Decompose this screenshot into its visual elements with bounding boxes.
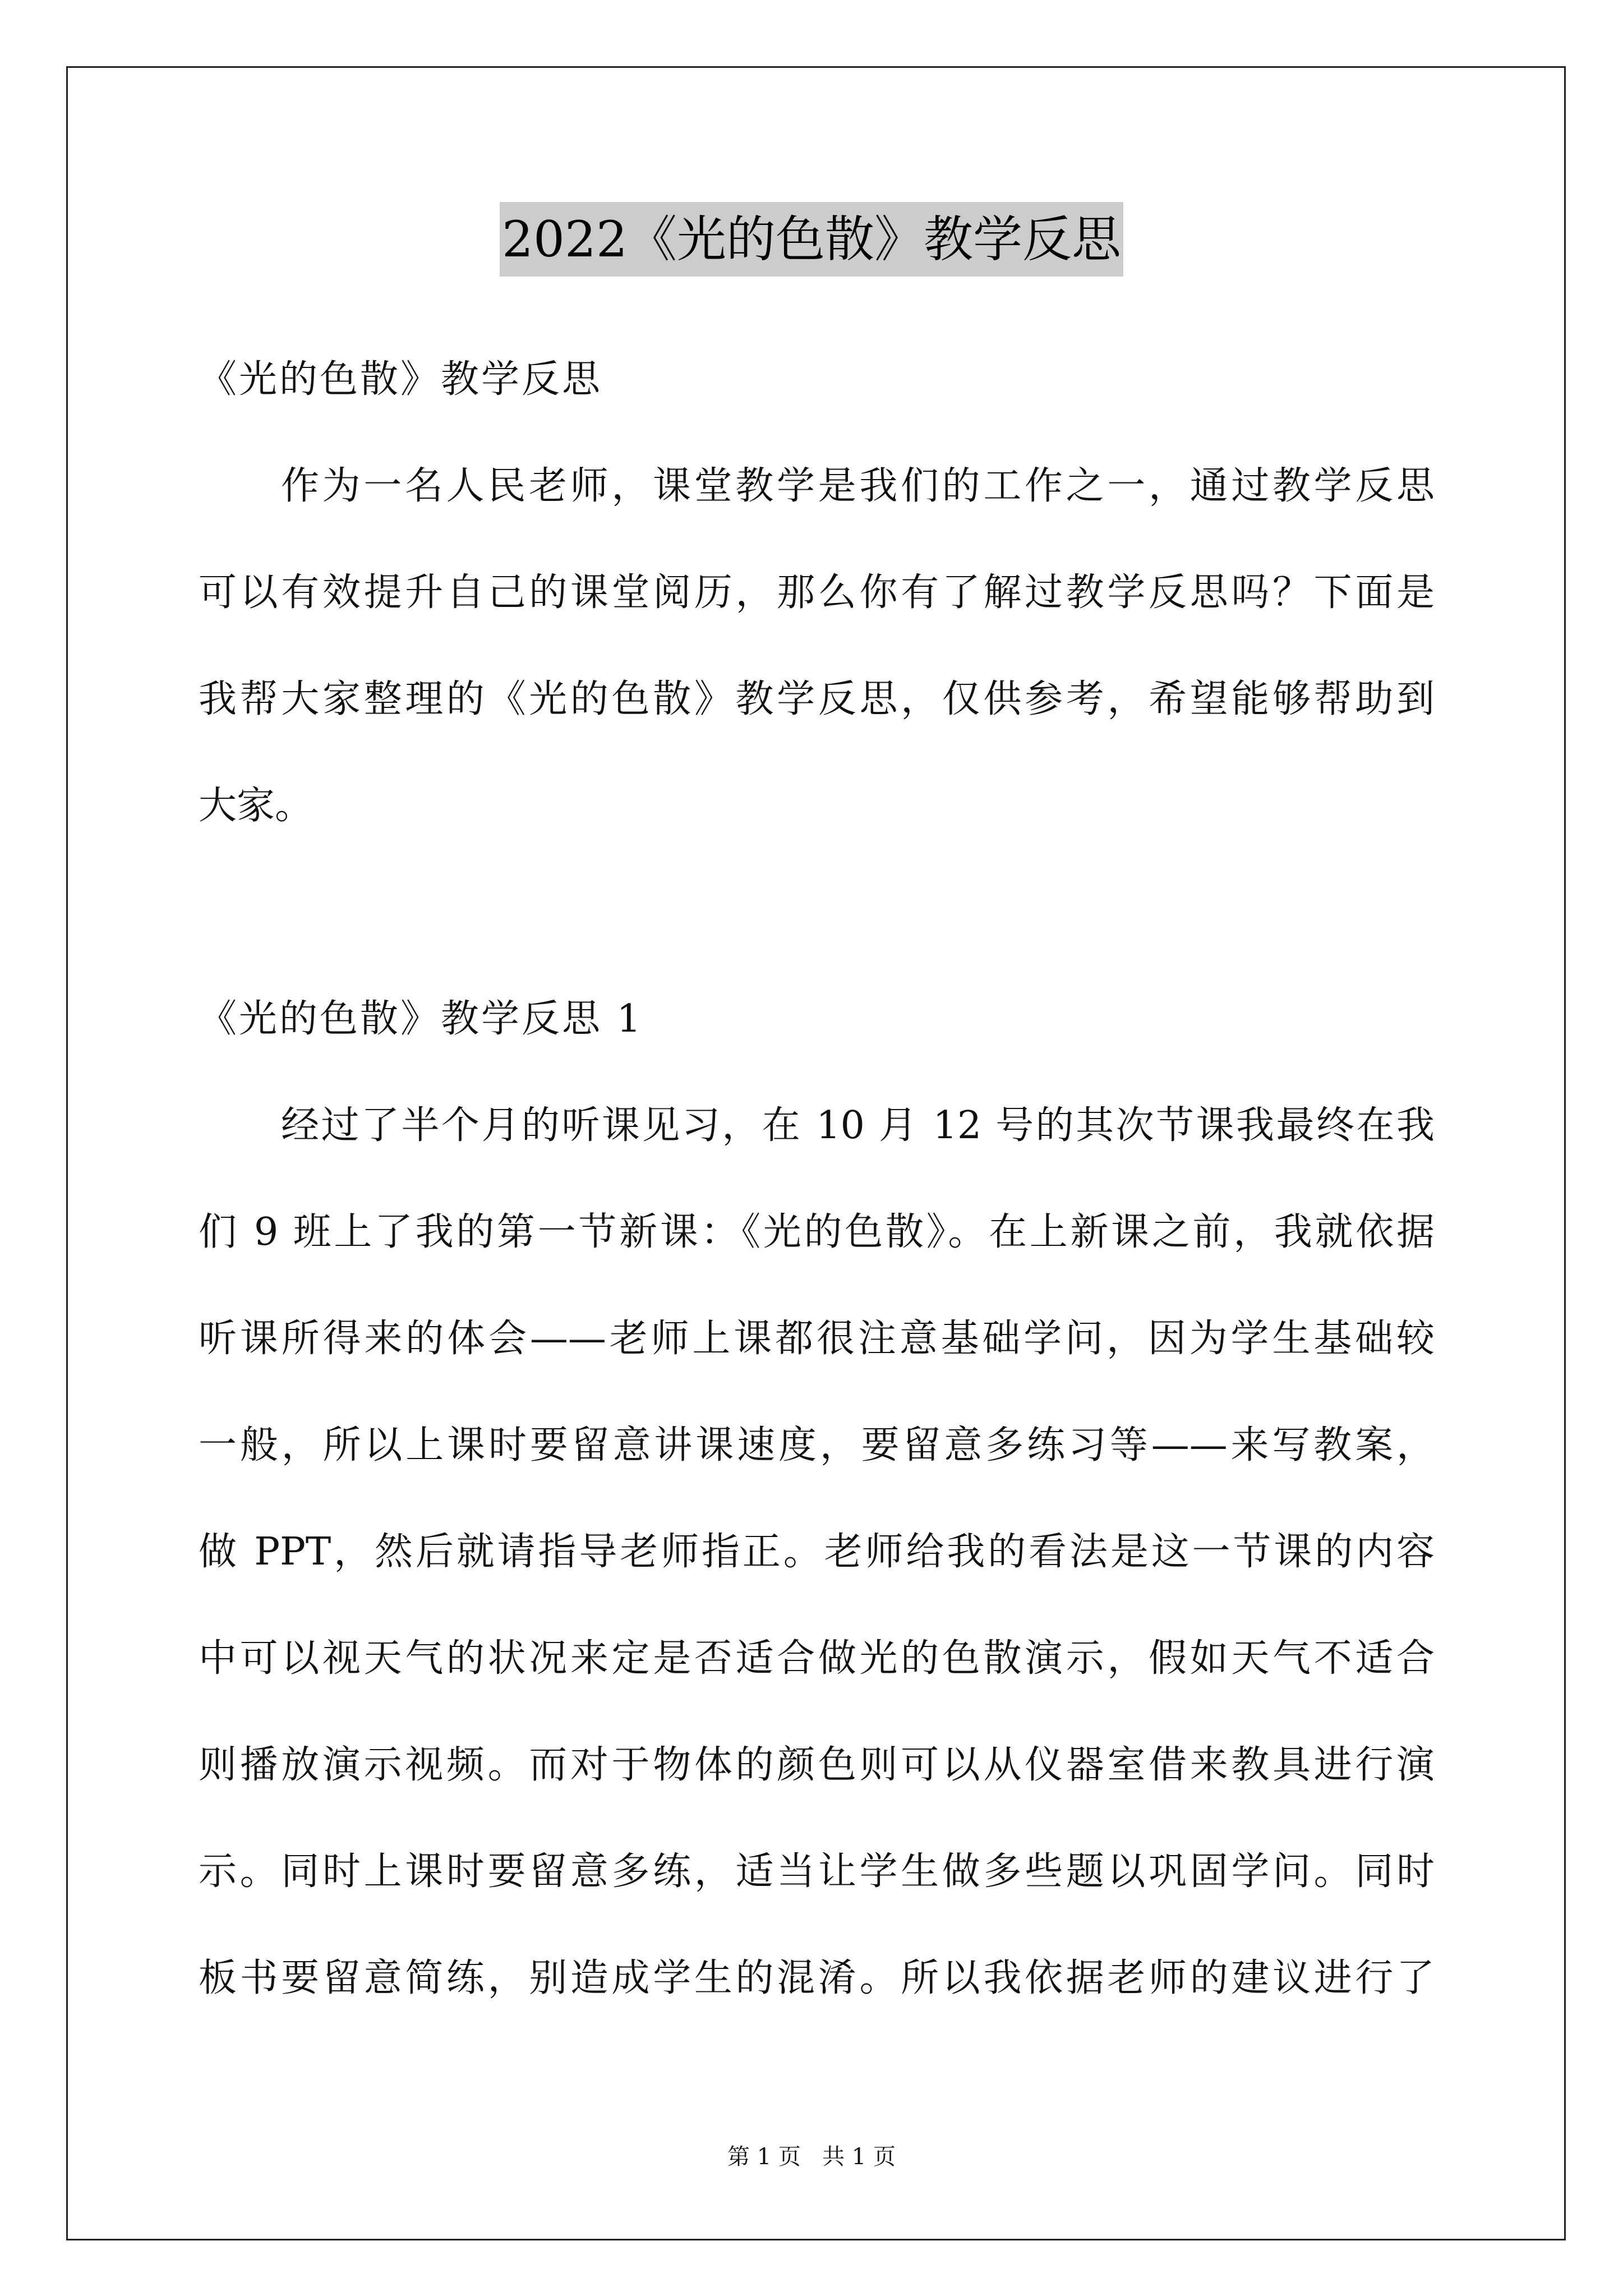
- section-paragraph: [199, 1073, 1435, 2032]
- paragraph-line: 我帮大家整理的《光的色散》教学反思，仅供参考，希望能够帮助到: [199, 677, 1435, 721]
- paragraph-line: 中可以视天气的状况来定是否适合做光的色散演示，假如天气不适合: [199, 1636, 1435, 1681]
- page-footer: 第 1 页 共 1 页: [727, 2144, 896, 2170]
- paragraph-line: 示。同时上课时要留意多练，适当让学生做多些题以巩固学问。同时: [199, 1849, 1435, 1894]
- paragraph-line: 板书要留意简练，别造成学生的混淆。所以我依据老师的建议进行了: [199, 1956, 1435, 2000]
- paragraph-line: 经过了半个月的听课见习，在 10 月 12 号的其次节课我最终在我: [281, 1103, 1435, 1148]
- intro-paragraph: [199, 433, 1435, 859]
- section-heading: 《光的色散》教学反思 1: [199, 997, 643, 1041]
- subtitle: 《光的色散》教学反思: [199, 357, 603, 402]
- paragraph-line: 做 PPT，然后就请指导老师指正。老师给我的看法是这一节课的内容: [199, 1530, 1435, 1574]
- paragraph-line: 大家。: [199, 784, 313, 828]
- blank-line: [199, 859, 1435, 966]
- title-row: [0, 202, 1623, 277]
- paragraph-line: 一般，所以上课时要留意讲课速度，要留意多练习等——来写教案，: [199, 1423, 1435, 1467]
- paragraph-line: 们 9 班上了我的第一节新课：《光的色散》。在上新课之前，我就依据: [199, 1210, 1435, 1254]
- paragraph-line: 则播放演示视频。而对于物体的颜色则可以从仪器室借来教具进行演: [199, 1743, 1435, 1787]
- paragraph-line: 作为一名人民老师，课堂教学是我们的工作之一，通过教学反思: [281, 464, 1435, 508]
- paragraph-line: 可以有效提升自己的课堂阅历，那么你有了解过教学反思吗？下面是: [199, 570, 1435, 615]
- paragraph-line: 听课所得来的体会——老师上课都很注意基础学问，因为学生基础较: [199, 1317, 1435, 1361]
- document-body: [199, 326, 1435, 2032]
- document-title: 2022《光的色散》教学反思: [500, 202, 1123, 277]
